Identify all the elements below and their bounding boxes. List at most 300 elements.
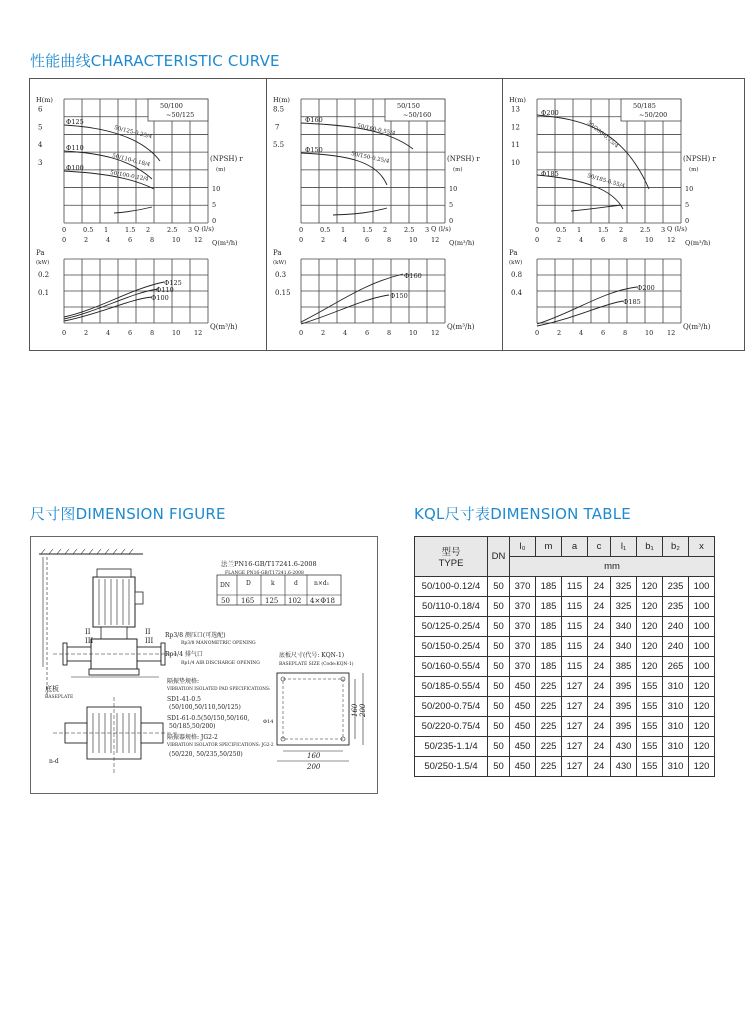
value-cell: 185 <box>536 577 562 597</box>
value-cell: 235 <box>663 577 689 597</box>
value-cell: 120 <box>689 677 715 697</box>
q-ls-tick: 1 <box>341 226 346 234</box>
value-cell: 430 <box>611 757 637 777</box>
value-cell: 185 <box>536 597 562 617</box>
table-row <box>415 577 715 597</box>
impeller-label: Φ110 <box>66 144 84 152</box>
value-cell: 370 <box>510 637 536 657</box>
pa-unit-label: (kW) <box>36 260 50 266</box>
value-cell: 115 <box>562 597 588 617</box>
npsh-tick: 5 <box>685 201 690 209</box>
value-cell: 225 <box>536 677 562 697</box>
q-m3h-tick: 8 <box>387 236 392 244</box>
value-cell: 185 <box>536 657 562 677</box>
value-cell: 450 <box>510 737 536 757</box>
value-cell: 240 <box>663 617 689 637</box>
value-cell: 115 <box>562 657 588 677</box>
table-row <box>415 757 715 777</box>
isolator-models: (50/220, 50/235,50/250) <box>169 751 243 758</box>
q-m3h-tick: 0 <box>62 236 67 244</box>
svg-text:165: 165 <box>241 597 255 605</box>
value-cell: 310 <box>663 717 689 737</box>
value-cell: 185 <box>536 637 562 657</box>
power-curve <box>301 295 389 324</box>
value-cell: 24 <box>588 677 611 697</box>
q-m3h-tick: 6 <box>365 236 370 244</box>
value-cell: 240 <box>663 637 689 657</box>
type-cell: 50/160-0.55/4 <box>415 657 488 677</box>
q-m3h-tick-lower: 0 <box>62 329 67 337</box>
npsh-tick: 10 <box>212 185 221 193</box>
col-dn: DN <box>488 537 510 577</box>
curve-panel-1 <box>29 78 272 351</box>
value-cell: 185 <box>536 617 562 637</box>
power-curve-label: Φ100 <box>151 294 169 302</box>
h-tick: 12 <box>511 123 520 132</box>
curve-chart-3 <box>503 79 744 350</box>
value-cell: 24 <box>588 737 611 757</box>
value-cell: 50 <box>488 717 510 737</box>
type-cell: 50/200-0.75/4 <box>415 697 488 717</box>
curve-section-title: 性能曲线CHARACTERISTIC CURVE <box>30 52 280 70</box>
value-cell: 430 <box>611 737 637 757</box>
sd1-spec: SD1-41-0.5 <box>167 696 201 703</box>
value-cell: 100 <box>689 617 715 637</box>
h-tick: 5.5 <box>273 141 285 150</box>
h-tick: 3 <box>38 158 43 167</box>
q-m3h-tick-lower: 6 <box>601 329 606 337</box>
npsh-tick: 10 <box>685 185 694 193</box>
dim-200-v: 200 <box>359 703 367 717</box>
pa-tick: 0.4 <box>511 289 523 297</box>
value-cell: 120 <box>637 597 663 617</box>
h-tick: 8.5 <box>273 105 285 114</box>
model-curve-label: 50/160-0.55/4 <box>356 123 396 138</box>
table-row <box>415 597 715 617</box>
impeller-label: Φ200 <box>541 109 559 117</box>
q-m3h-tick: 8 <box>150 236 155 244</box>
unit-mm: mm <box>510 557 715 577</box>
npsh-curve <box>571 205 621 211</box>
q-m3h-tick: 2 <box>84 236 89 244</box>
value-cell: 155 <box>637 677 663 697</box>
value-cell: 24 <box>588 657 611 677</box>
power-curve-label: Φ125 <box>164 279 182 287</box>
q-m3h-tick: 8 <box>623 236 628 244</box>
npsh-axis-label: (NPSH) r <box>210 155 243 163</box>
model-range-line1: 50/185 <box>633 102 656 110</box>
pa-tick: 0.8 <box>511 271 523 279</box>
value-cell: 450 <box>510 697 536 717</box>
npsh-axis-label: (NPSH) r <box>447 155 480 163</box>
q-m3h-tick: 4 <box>343 236 348 244</box>
type-cell: 50/185-0.55/4 <box>415 677 488 697</box>
value-cell: 127 <box>562 697 588 717</box>
q-m3h-tick-lower: 8 <box>150 329 155 337</box>
curve-chart-2 <box>267 79 508 350</box>
value-cell: 395 <box>611 677 637 697</box>
q-m3h-tick-lower: 10 <box>645 329 654 337</box>
q-m3h-tick-lower: 4 <box>106 329 111 337</box>
q-m3h-tick: 6 <box>601 236 606 244</box>
value-cell: 225 <box>536 737 562 757</box>
value-cell: 120 <box>689 737 715 757</box>
table-row <box>415 677 715 697</box>
impeller-label: Φ125 <box>66 118 84 126</box>
h-axis-label: H(m) <box>273 96 290 104</box>
value-cell: 120 <box>637 577 663 597</box>
model-curve-label: 50/110-0.18/4 <box>111 153 151 169</box>
type-cell: 50/250-1.5/4 <box>415 757 488 777</box>
q-m3h-tick-lower: 10 <box>172 329 181 337</box>
sd1-models: (50/100,50/110,50/125) <box>169 704 241 711</box>
curve-chart-1 <box>30 79 271 350</box>
value-cell: 24 <box>588 717 611 737</box>
q-ls-tick: 0 <box>62 226 67 234</box>
npsh-tick: 0 <box>212 217 217 225</box>
value-cell: 235 <box>663 597 689 617</box>
flange-title-en: FLANGE PN16-GB/T17241.6-2008 <box>225 571 304 576</box>
q-m3h-tick-lower: 2 <box>321 329 326 337</box>
q-m3h-tick-lower: 2 <box>557 329 562 337</box>
impeller-label: Φ185 <box>541 170 559 178</box>
value-cell: 450 <box>510 677 536 697</box>
npsh-unit-label: (m) <box>216 167 226 173</box>
npsh-tick: 5 <box>449 201 454 209</box>
q-m3h-tick-lower: 2 <box>84 329 89 337</box>
q-m3h-tick-lower: 12 <box>667 329 676 337</box>
h-tick: 11 <box>511 141 520 150</box>
value-cell: 127 <box>562 737 588 757</box>
q-ls-axis-label: Q (l/s) <box>431 225 452 233</box>
value-cell: 225 <box>536 757 562 777</box>
q-m3h-tick: 12 <box>667 236 676 244</box>
q-ls-tick: 1.5 <box>362 226 373 234</box>
q-ls-tick: 1 <box>577 226 582 234</box>
value-cell: 450 <box>510 717 536 737</box>
q-ls-tick: 1.5 <box>125 226 136 234</box>
h-axis-label: H(m) <box>36 96 53 104</box>
vib-pad-title: 隔振垫规格: <box>167 678 200 685</box>
value-cell: 50 <box>488 637 510 657</box>
value-cell: 340 <box>611 637 637 657</box>
svg-text:n×d₁: n×d₁ <box>314 580 330 587</box>
npsh-tick: 5 <box>212 201 217 209</box>
value-cell: 127 <box>562 717 588 737</box>
value-cell: 120 <box>689 757 715 777</box>
q-ls-tick: 1 <box>104 226 109 234</box>
curve-panel-2 <box>266 78 509 351</box>
isolator-spec: 隔振器规格: JG2-2 <box>167 734 218 741</box>
baseplate-label-en: BASEPLATE <box>45 695 74 700</box>
value-cell: 370 <box>510 577 536 597</box>
value-cell: 24 <box>588 757 611 777</box>
value-cell: 24 <box>588 577 611 597</box>
model-range-line1: 50/150 <box>397 102 420 110</box>
value-cell: 127 <box>562 677 588 697</box>
q-m3h-tick-lower: 6 <box>128 329 133 337</box>
q-ls-axis-label: Q (l/s) <box>667 225 688 233</box>
value-cell: 100 <box>689 637 715 657</box>
q-ls-tick: 2 <box>383 226 388 234</box>
svg-text:DN: DN <box>220 582 231 589</box>
dimension-table: 型号 TYPE DN l₀ m a c l₁ b₁ b₂ x mm 50/100-0.12/4 50 370 185 115 24 325 120 235 100 50/110-0.18/4 50 370 185 115 24 325 120 235 100 50/125-0.25/4 50 370 185 115 24 340 120 240 100 50/150-0.25/4 50 370 185 115 24 340 120 240 100 50/160-0.55/4 50 370 185 115 24 385 120 265 100 50/185-0.55/4 50 450 225 127 24 395 155 310 120 50/200-0.75/4 50 450 225 127 24 395 155 310 120 50/220-0.75/4 50 450 225 127 24 395 155 310 120 50/235-1.1/4 50 450 225 127 24 430 155 310 120 50/250-1.5/4 50 450 225 127 24 430 155 310 120 <box>414 536 715 777</box>
value-cell: 120 <box>689 717 715 737</box>
q-ls-axis-label: Q (l/s) <box>194 225 215 233</box>
model-curve-label: 50/100-0.12/4 <box>109 170 149 183</box>
pa-tick: 0.2 <box>38 271 50 279</box>
baseplate-label-cn: 底板 <box>45 685 59 693</box>
power-curve <box>64 289 158 319</box>
q-m3h-tick-lower: 4 <box>579 329 584 337</box>
q-m3h-tick-lower: 0 <box>535 329 540 337</box>
value-cell: 370 <box>510 617 536 637</box>
power-curve-label: Φ185 <box>623 298 641 306</box>
model-curve-label: 50/200-0.75/4 <box>585 119 620 150</box>
q-m3h-axis-label-lower: Q(m³/h) <box>683 323 711 331</box>
figure-section-title: 尺寸图DIMENSION FIGURE <box>30 505 226 523</box>
value-cell: 155 <box>637 717 663 737</box>
q-ls-tick: 2 <box>619 226 624 234</box>
model-range-line1: 50/100 <box>160 102 183 110</box>
pa-unit-label: (kW) <box>273 260 287 266</box>
svg-text:102: 102 <box>288 597 302 605</box>
value-cell: 395 <box>611 697 637 717</box>
sd2-spec: SD1-61-0.5(50/150,50/160, <box>167 715 250 722</box>
power-curve-label: Φ160 <box>404 272 422 280</box>
vib-pad-title-en: VIBRATION ISOLATED PAD SPECIFICATIONS: <box>167 687 271 692</box>
svg-text:D: D <box>246 580 251 587</box>
curve-panel-3 <box>502 78 745 351</box>
model-range-line2: ~50/125 <box>166 111 195 119</box>
model-curve-label: 50/125-0.25/4 <box>113 125 153 141</box>
dim-160-h: 160 <box>307 752 321 760</box>
value-cell: 310 <box>663 697 689 717</box>
pa-tick: 0.1 <box>38 289 50 297</box>
roman-iii-right: III <box>145 637 154 645</box>
value-cell: 50 <box>488 757 510 777</box>
value-cell: 50 <box>488 657 510 677</box>
q-m3h-axis-label: Q(m³/h) <box>212 239 238 247</box>
power-curve <box>537 287 637 324</box>
value-cell: 50 <box>488 597 510 617</box>
h-tick: 6 <box>38 105 43 114</box>
power-curve-label: Φ200 <box>637 284 655 292</box>
q-ls-tick: 2.5 <box>404 226 415 234</box>
type-cell: 50/150-0.25/4 <box>415 637 488 657</box>
roman-iii-left: III <box>85 637 94 645</box>
model-range-line2: ~50/200 <box>639 111 668 119</box>
roman-ii-left: II <box>85 628 91 636</box>
value-cell: 325 <box>611 577 637 597</box>
q-ls-tick: 3 <box>661 226 666 234</box>
svg-text:4×Φ18: 4×Φ18 <box>310 597 335 605</box>
table-section-title: KQL尺寸表DIMENSION TABLE <box>414 505 631 523</box>
npsh-tick: 0 <box>449 217 454 225</box>
pa-axis-label: Pa <box>509 249 518 257</box>
q-m3h-tick: 10 <box>409 236 418 244</box>
npsh-unit-label: (m) <box>453 167 463 173</box>
sd2-models: 50/185,50/200) <box>169 723 216 730</box>
npsh-axis-label: (NPSH) r <box>683 155 716 163</box>
value-cell: 115 <box>562 577 588 597</box>
q-m3h-tick-lower: 6 <box>365 329 370 337</box>
type-cell: 50/220-0.75/4 <box>415 717 488 737</box>
value-cell: 310 <box>663 757 689 777</box>
npsh-unit-label: (m) <box>689 167 699 173</box>
dim-200-h: 200 <box>307 763 321 771</box>
q-ls-tick: 2.5 <box>167 226 178 234</box>
dimension-figure <box>30 536 378 794</box>
q-m3h-tick-lower: 8 <box>623 329 628 337</box>
pa-tick: 0.15 <box>275 289 291 297</box>
value-cell: 265 <box>663 657 689 677</box>
h-tick: 13 <box>511 105 520 114</box>
value-cell: 450 <box>510 757 536 777</box>
q-m3h-tick: 0 <box>299 236 304 244</box>
q-m3h-tick: 6 <box>128 236 133 244</box>
isolator-spec-en: VIBRATION ISOLATOR SPECIFICATIONS: JG2-2 <box>167 743 274 748</box>
svg-text:k: k <box>271 580 275 587</box>
q-m3h-tick: 4 <box>106 236 111 244</box>
pa-tick: 0.3 <box>275 271 287 279</box>
dim-160-v: 160 <box>351 703 359 717</box>
table-row <box>415 657 715 677</box>
base-size-title-en: BASEPLATE SIZE (Code:KQN-1) <box>279 662 354 667</box>
value-cell: 24 <box>588 617 611 637</box>
value-cell: 50 <box>488 617 510 637</box>
power-curve-label: Φ110 <box>156 286 174 294</box>
table-row <box>415 697 715 717</box>
type-cell: 50/235-1.1/4 <box>415 737 488 757</box>
power-curve-label: Φ150 <box>390 292 408 300</box>
rp-air-en: Rp1/4 AIR DISCHARGE OPENING <box>181 661 260 666</box>
value-cell: 120 <box>689 697 715 717</box>
q-m3h-tick: 2 <box>557 236 562 244</box>
q-ls-tick: 3 <box>425 226 430 234</box>
h-axis-label: H(m) <box>509 96 526 104</box>
q-m3h-tick: 0 <box>535 236 540 244</box>
value-cell: 100 <box>689 597 715 617</box>
q-ls-tick: 1.5 <box>598 226 609 234</box>
q-m3h-tick: 10 <box>172 236 181 244</box>
dimension-drawing <box>31 537 377 793</box>
q-m3h-tick: 2 <box>321 236 326 244</box>
nd-label: n-d <box>49 758 59 765</box>
pa-axis-label: Pa <box>273 249 282 257</box>
value-cell: 120 <box>637 657 663 677</box>
q-ls-tick: 0.5 <box>83 226 94 234</box>
h-tick: 7 <box>275 123 280 132</box>
table-row <box>415 637 715 657</box>
roman-ii-right: II <box>145 628 151 636</box>
value-cell: 340 <box>611 617 637 637</box>
q-m3h-tick-lower: 8 <box>387 329 392 337</box>
q-ls-tick: 0.5 <box>556 226 567 234</box>
value-cell: 100 <box>689 657 715 677</box>
q-m3h-tick-lower: 4 <box>343 329 348 337</box>
value-cell: 310 <box>663 677 689 697</box>
rp-air: Rp1/4 排气口 <box>165 651 203 658</box>
table-row <box>415 737 715 757</box>
svg-text:d: d <box>294 580 298 587</box>
value-cell: 100 <box>689 577 715 597</box>
value-cell: 50 <box>488 737 510 757</box>
value-cell: 155 <box>637 737 663 757</box>
svg-text:125: 125 <box>265 597 279 605</box>
q-ls-tick: 0 <box>299 226 304 234</box>
q-m3h-tick-lower: 12 <box>194 329 203 337</box>
type-cell: 50/125-0.25/4 <box>415 617 488 637</box>
value-cell: 155 <box>637 757 663 777</box>
hole-dim: Φ14 <box>263 719 274 725</box>
col-type: 型号 TYPE <box>415 537 488 577</box>
q-ls-tick: 0.5 <box>320 226 331 234</box>
value-cell: 225 <box>536 697 562 717</box>
value-cell: 225 <box>536 717 562 737</box>
q-ls-tick: 0 <box>535 226 540 234</box>
model-curve-label: 50/150-0.25/4 <box>350 151 390 166</box>
power-curve <box>301 274 403 322</box>
value-cell: 24 <box>588 637 611 657</box>
rp-manometric-en: Rp3/8 MANOMETRIC OPENING <box>181 641 256 646</box>
svg-text:50: 50 <box>221 597 230 605</box>
q-m3h-tick: 12 <box>194 236 203 244</box>
value-cell: 127 <box>562 757 588 777</box>
h-tick: 5 <box>38 123 43 132</box>
pa-unit-label: (kW) <box>509 260 523 266</box>
q-ls-tick: 2.5 <box>640 226 651 234</box>
q-m3h-tick: 4 <box>579 236 584 244</box>
value-cell: 115 <box>562 617 588 637</box>
npsh-curve <box>114 207 152 213</box>
value-cell: 24 <box>588 597 611 617</box>
type-cell: 50/100-0.12/4 <box>415 577 488 597</box>
flange-title: 法兰PN16-GB/T17241.6-2008 <box>221 560 317 568</box>
power-curve <box>64 282 164 317</box>
value-cell: 50 <box>488 677 510 697</box>
value-cell: 120 <box>637 617 663 637</box>
value-cell: 50 <box>488 577 510 597</box>
h-tick: 4 <box>38 141 43 150</box>
q-m3h-axis-label: Q(m³/h) <box>449 239 475 247</box>
q-m3h-axis-label-lower: Q(m³/h) <box>447 323 475 331</box>
value-cell: 310 <box>663 737 689 757</box>
value-cell: 24 <box>588 697 611 717</box>
value-cell: 370 <box>510 657 536 677</box>
q-m3h-tick-lower: 0 <box>299 329 304 337</box>
rp-manometric: Rp3/8 测压口(可选配) <box>165 632 226 639</box>
base-size-title: 底板尺寸(代号: KQN-1) <box>279 652 345 659</box>
q-m3h-tick-lower: 10 <box>409 329 418 337</box>
q-m3h-tick: 10 <box>645 236 654 244</box>
q-m3h-axis-label: Q(m³/h) <box>685 239 711 247</box>
flange-table <box>217 559 341 605</box>
q-ls-tick: 3 <box>188 226 193 234</box>
value-cell: 325 <box>611 597 637 617</box>
npsh-tick: 0 <box>685 217 690 225</box>
value-cell: 50 <box>488 697 510 717</box>
npsh-tick: 10 <box>449 185 458 193</box>
q-m3h-tick: 12 <box>431 236 440 244</box>
model-range-line2: ~50/160 <box>403 111 432 119</box>
value-cell: 155 <box>637 697 663 717</box>
q-m3h-axis-label-lower: Q(m³/h) <box>210 323 238 331</box>
type-cell: 50/110-0.18/4 <box>415 597 488 617</box>
h-tick: 10 <box>511 158 520 167</box>
table-row <box>415 717 715 737</box>
model-curve-label: 50/185-0.55/4 <box>586 173 626 190</box>
